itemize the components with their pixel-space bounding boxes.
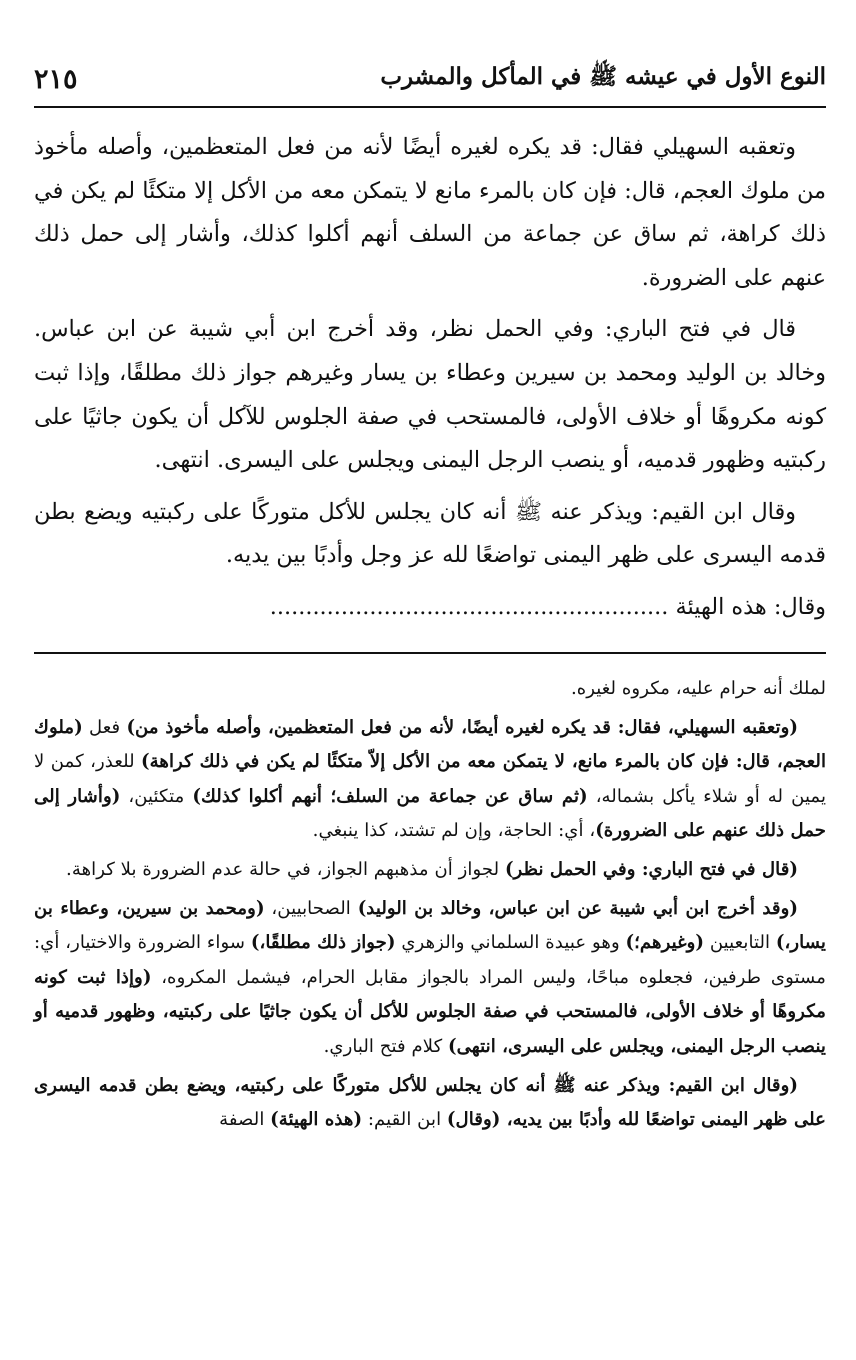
commentary: التابعيين	[704, 932, 776, 954]
commentary: ابن القيم:	[362, 1109, 447, 1131]
commentary-text	[34, 672, 826, 1142]
main-paragraph-1: وتعقبه السهيلي فقال: قد يكره لغيره أيضًا لأنه من فعل المتعظمين، وأصله مأخوذ من ملوك العجم، قال: فإن كان بالمرء مانع لا يتمكن معه من الأكل إلا متكئًا لم يكن في ذلك كراهة، ثم ساق عن جماعة من السلف أنهم أكلوا كذلك، وأشار إلى حمل ذلك عنهم على الضرورة.	[34, 134, 826, 291]
quoted-text: (هذه الهيئة)	[270, 1109, 363, 1131]
running-header	[34, 52, 826, 108]
main-text	[34, 126, 826, 638]
quoted-text: (جواز ذلك مطلقًا،)	[250, 932, 396, 954]
main-paragraph-4	[34, 586, 826, 630]
commentary: فعل	[82, 716, 127, 738]
note-paragraph-1: لملك أنه حرام عليه، مكروه لغيره.	[570, 678, 826, 699]
quoted-text: (ملوك العجم، قال: فإن كان بالمرء مانع، لا يتمكن معه من الأكل إلاّ متكئًا لم يكن في ذلك كراهة)	[34, 716, 826, 773]
note-paragraph-5	[34, 1069, 826, 1138]
commentary: ، أي: الحاجة، وإن لم تشتد، كذا ينبغي.	[312, 820, 596, 842]
quoted-text: (وإذا ثبت كونه مكروهًا أو خلاف الأولى، فالمستحب في صفة الجلوس للأكل أن يكون جاثيًا على ركبتيه، وظهور قدميه أو ينصب الرجل اليمنى، ويجلس على اليسرى، انتهى)	[34, 966, 826, 1057]
quoted-text: (ثم ساق عن جماعة من السلف؛ أنهم أكلوا كذلك)	[192, 785, 588, 807]
ellipsis-dots: ........................................................	[269, 593, 669, 620]
quoted-text: (وقال ابن القيم: ويذكر عنه ﷺ أنه كان يجلس للأكل متوركًا على ركبتيه، ويضع بطن قدمه اليسرى على ظهر اليمنى تواضعًا لله وأدبًا بين يديه، (وقال)	[34, 1074, 826, 1131]
header-title: النوع الأول في عيشه ﷺ في المأكل والمشرب	[380, 63, 826, 90]
quoted-text: (قال في فتح الباري: وفي الحمل نظر)	[504, 858, 798, 880]
main-paragraph-2: قال في فتح الباري: وفي الحمل نظر، وقد أخرج ابن أبي شيبة عن ابن عباس. وخالد بن الوليد ومحمد بن سيرين وعطاء بن يسار وغيرهم جواز ذلك مطلقًا، وإذا ثبت كونه مكروهًا أو خلاف الأولى، فالمستحب في صفة الجلوس للآكل أن يكون جاثيًا على ركبتيه وظهور قدميه، أو ينصب الرجل اليمنى ويجلس على اليسرى. انتهى.	[34, 316, 826, 474]
commentary: سواء الضرورة والاختيار، أي: مستوى طرفين، فجعلوه مباحًا، وليس المراد بالجواز مقابل الحرام، فيشمل المكروه،	[34, 932, 826, 988]
main-paragraph-4-label: وقال: هذه الهيئة	[675, 593, 826, 620]
quoted-text: (وتعقبه السهيلي، فقال: قد يكره لغيره أيضًا، لأنه من فعل المتعظمين، وأصله مأخوذ من)	[126, 716, 798, 738]
commentary: الصفة	[219, 1109, 271, 1131]
commentary: متكئين،	[120, 785, 193, 807]
page-number: ٢١٥	[34, 63, 78, 95]
commentary: وهو عبيدة السلماني والزهري	[395, 932, 626, 954]
commentary: للعذر، كمن لا يمين له أو شلاء يأكل بشماله،	[34, 751, 827, 807]
commentary: الصحابيين،	[264, 897, 358, 919]
main-paragraph-3: وقال ابن القيم: ويذكر عنه ﷺ أنه كان يجلس للأكل متوركًا على ركبتيه ويضع بطن قدمه اليسرى على ظهر اليمنى تواضعًا لله عز وجل وأدبًا بين يديه.	[34, 498, 826, 569]
note-paragraph-3	[34, 853, 826, 888]
separator-rule	[34, 652, 826, 654]
commentary: لجواز أن مذهبهم الجواز، في حالة عدم الضرورة بلا كراهة.	[66, 858, 505, 880]
quoted-text: (وغيرهم؛)	[625, 932, 705, 954]
note-paragraph-2	[34, 711, 826, 849]
quoted-text: (وأشار إلى حمل ذلك عنهم على الضرورة)	[34, 785, 826, 842]
quoted-text: (وقد أخرج ابن أبي شيبة عن ابن عباس، وخالد بن الوليد)	[357, 897, 798, 919]
quoted-text: (ومحمد بن سيرين، وعطاء بن يسار،)	[34, 897, 826, 954]
note-paragraph-4	[34, 892, 826, 1065]
commentary: كلام فتح الباري.	[323, 1035, 449, 1057]
